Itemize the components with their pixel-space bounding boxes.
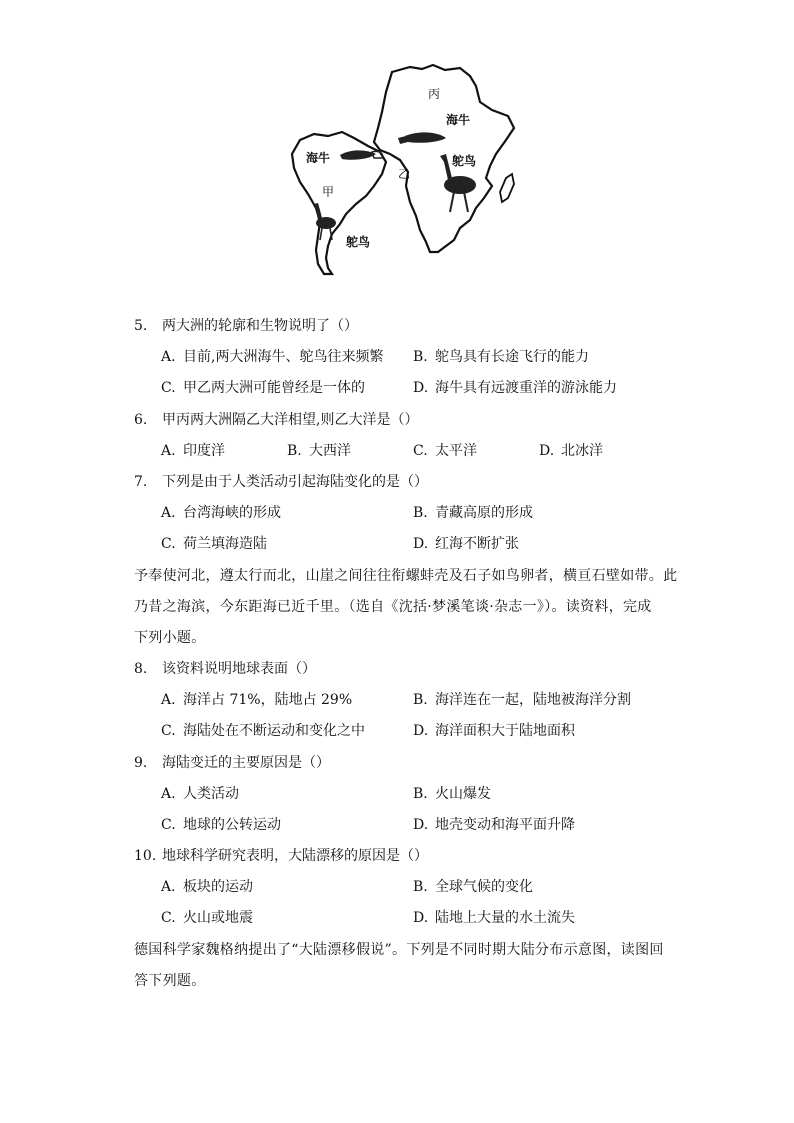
q8-option-b[interactable]: B. 海洋连在一起，陆地被海洋分割 (413, 692, 631, 708)
q6-option-c[interactable]: C. 太平洋 (413, 443, 477, 459)
map-label-ostrich-america: 鸵鸟 (346, 235, 371, 249)
question-number: 7. (134, 474, 148, 490)
q5-option-b[interactable]: B. 鸵鸟具有长途飞行的能力 (413, 349, 589, 365)
q9-option-a[interactable]: A. 人类活动 (161, 786, 239, 802)
map-label-ostrich-africa: 鸵鸟 (452, 154, 477, 168)
q6-option-b[interactable]: B. 大西洋 (287, 443, 351, 459)
question-stem-text: 下列是由于人类活动引起海陆变化的是（） (162, 474, 428, 490)
q7-option-b[interactable]: B. 青藏高原的形成 (413, 505, 533, 521)
question-8 (134, 659, 316, 679)
question-10 (134, 846, 428, 866)
q7-option-a[interactable]: A. 台湾海峡的形成 (161, 505, 281, 521)
map-label-yi: 乙 (398, 167, 411, 181)
question-stem-text: 海陆变迁的主要原因是（） (162, 755, 330, 771)
q5-option-d[interactable]: D. 海牛具有远渡重洋的游泳能力 (413, 380, 617, 396)
q8-option-a[interactable]: A. 海洋占 71%，陆地占 29% (161, 692, 353, 708)
passage-1-line-2: 乃昔之海滨，今东距海已近千里。（选自《沈括·梦溪笔谈·杂志一》）。读资料，完成 (134, 599, 652, 615)
question-6 (134, 410, 418, 430)
question-number: 5. (134, 318, 148, 334)
q6-option-a[interactable]: A. 印度洋 (161, 443, 225, 459)
passage-2-line-2: 答下列题。 (134, 973, 206, 989)
map-label-manatee-america: 海牛 (306, 151, 331, 165)
q9-option-d[interactable]: D. 地壳变动和海平面升降 (413, 817, 575, 833)
map-label-bing: 丙 (428, 87, 441, 101)
q7-option-c[interactable]: C. 荷兰填海造陆 (161, 536, 267, 552)
q10-option-c[interactable]: C. 火山或地震 (161, 910, 253, 926)
question-stem-text: 地球科学研究表明，大陆漂移的原因是（） (162, 848, 428, 864)
q8-option-c[interactable]: C. 海陆处在不断运动和变化之中 (161, 723, 365, 739)
question-stem-text: 两大洲的轮廓和生物说明了（） (162, 318, 358, 334)
question-7 (134, 472, 428, 492)
question-stem-text: 该资料说明地球表面（） (162, 661, 316, 677)
q6-option-d[interactable]: D. 北冰洋 (539, 443, 603, 459)
q8-option-d[interactable]: D. 海洋面积大于陆地面积 (413, 723, 575, 739)
question-number: 8. (134, 661, 148, 677)
question-number: 6. (134, 412, 148, 428)
q10-option-b[interactable]: B. 全球气候的变化 (413, 879, 533, 895)
q9-option-b[interactable]: B. 火山爆发 (413, 786, 491, 802)
question-number: 9. (134, 755, 148, 771)
map-label-manatee-africa: 海牛 (446, 113, 471, 127)
passage-1-line-3: 下列小题。 (134, 630, 206, 646)
map-label-jia: 甲 (322, 185, 335, 199)
q9-option-c[interactable]: C. 地球的公转运动 (161, 817, 281, 833)
q5-option-c[interactable]: C. 甲乙两大洲可能曾经是一体的 (161, 380, 365, 396)
continents-map-figure (270, 62, 530, 287)
q10-option-a[interactable]: A. 板块的运动 (161, 879, 253, 895)
question-stem-text: 甲丙两大洲隔乙大洋相望,则乙大洋是（） (162, 412, 419, 428)
question-5 (134, 316, 358, 336)
q10-option-d[interactable]: D. 陆地上大量的水土流失 (413, 910, 575, 926)
passage-1-line-1: 予奉使河北，遵太行而北，山崖之间往往衔螺蚌壳及石子如鸟卵者，横亘石壁如带。此 (134, 568, 678, 584)
question-number: 10. (134, 848, 157, 864)
madagascar-outline (500, 174, 514, 202)
passage-2-line-1: 德国科学家魏格纳提出了“大陆漂移假说”。下列是不同时期大陆分布示意图，读图回 (134, 942, 664, 958)
question-9 (134, 753, 330, 773)
q5-option-a[interactable]: A. 目前,两大洲海牛、鸵鸟往来频繁 (161, 349, 384, 365)
q7-option-d[interactable]: D. 红海不断扩张 (413, 536, 519, 552)
continents-map (270, 62, 530, 287)
